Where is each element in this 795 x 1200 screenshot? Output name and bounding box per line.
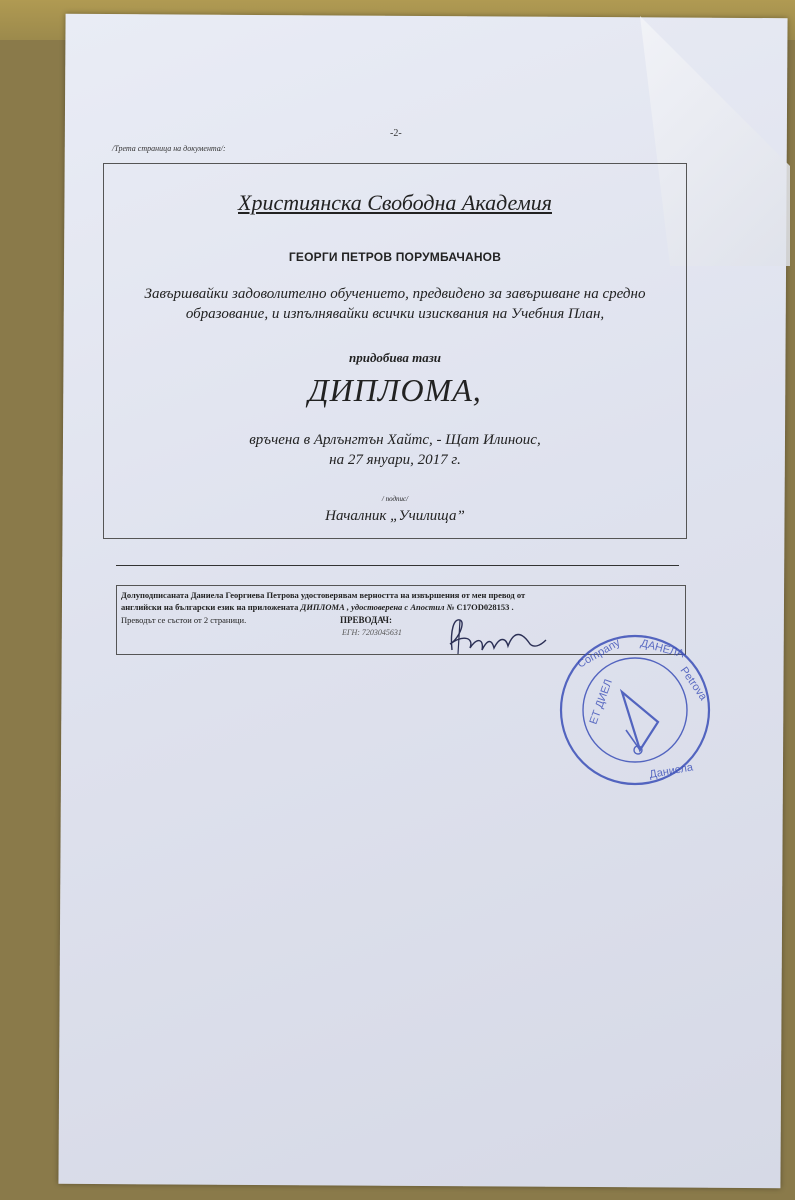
principal-title: Началник „Училища” bbox=[325, 508, 465, 524]
body-line-2: образование, и изпълнявайки всички изисквания на Учебния План, bbox=[185, 306, 605, 322]
svg-text:ЕТ ДИЕЛ: ЕТ ДИЕЛ bbox=[587, 677, 615, 727]
cert-line2-c: C17OD028153 . bbox=[454, 602, 514, 612]
svg-text:Даниела: Даниела bbox=[648, 761, 694, 781]
page-note: /Трета страница на документа/: bbox=[112, 144, 226, 153]
page-number: -2- bbox=[390, 128, 402, 139]
certification-line-3: Преводът се състои от 2 страници. bbox=[121, 615, 247, 625]
diploma-body-text bbox=[103, 284, 687, 324]
diploma-title: ДИПЛОМА, bbox=[308, 372, 482, 408]
svg-text:Petrova: Petrova bbox=[677, 664, 710, 703]
translator-egn: ЕГН: 7203045631 bbox=[342, 628, 402, 637]
cert-line2-b: ДИПЛОМА , удостоверена с Апостил № bbox=[300, 602, 455, 612]
cert-line2-a: английски на български език на приложената bbox=[121, 602, 301, 612]
svg-text:ДАНЕЛА: ДАНЕЛА bbox=[639, 637, 686, 661]
student-name: ГЕОРГИ ПЕТРОВ ПОРУМБАЧАНОВ bbox=[288, 250, 502, 264]
academy-name: Християнска Свободна Академия bbox=[238, 190, 552, 215]
certification-line-1: Долуподписаната Даниела Георгиева Петрова удостоверявам верността на извършения от мен превод от bbox=[121, 590, 526, 600]
body-line-1: Завършвайки задоволително обучението, предвидено за завършване на средно bbox=[144, 286, 646, 302]
translator-signature bbox=[430, 610, 550, 660]
translator-label: ПРЕВОДАЧ: bbox=[340, 615, 392, 625]
signed-note: / подпис/ bbox=[381, 495, 409, 503]
awarded-text bbox=[103, 430, 687, 470]
acquires-text: придобива тази bbox=[348, 350, 441, 365]
translator-stamp bbox=[540, 630, 720, 790]
awarded-line-2: на 27 януари, 2017 г. bbox=[329, 452, 461, 468]
separator-line bbox=[116, 565, 679, 566]
svg-text:Company: Company bbox=[575, 636, 623, 671]
awarded-line-1: връчена в Арлънгтън Хайтс, - Щат Илиноис, bbox=[249, 432, 541, 448]
